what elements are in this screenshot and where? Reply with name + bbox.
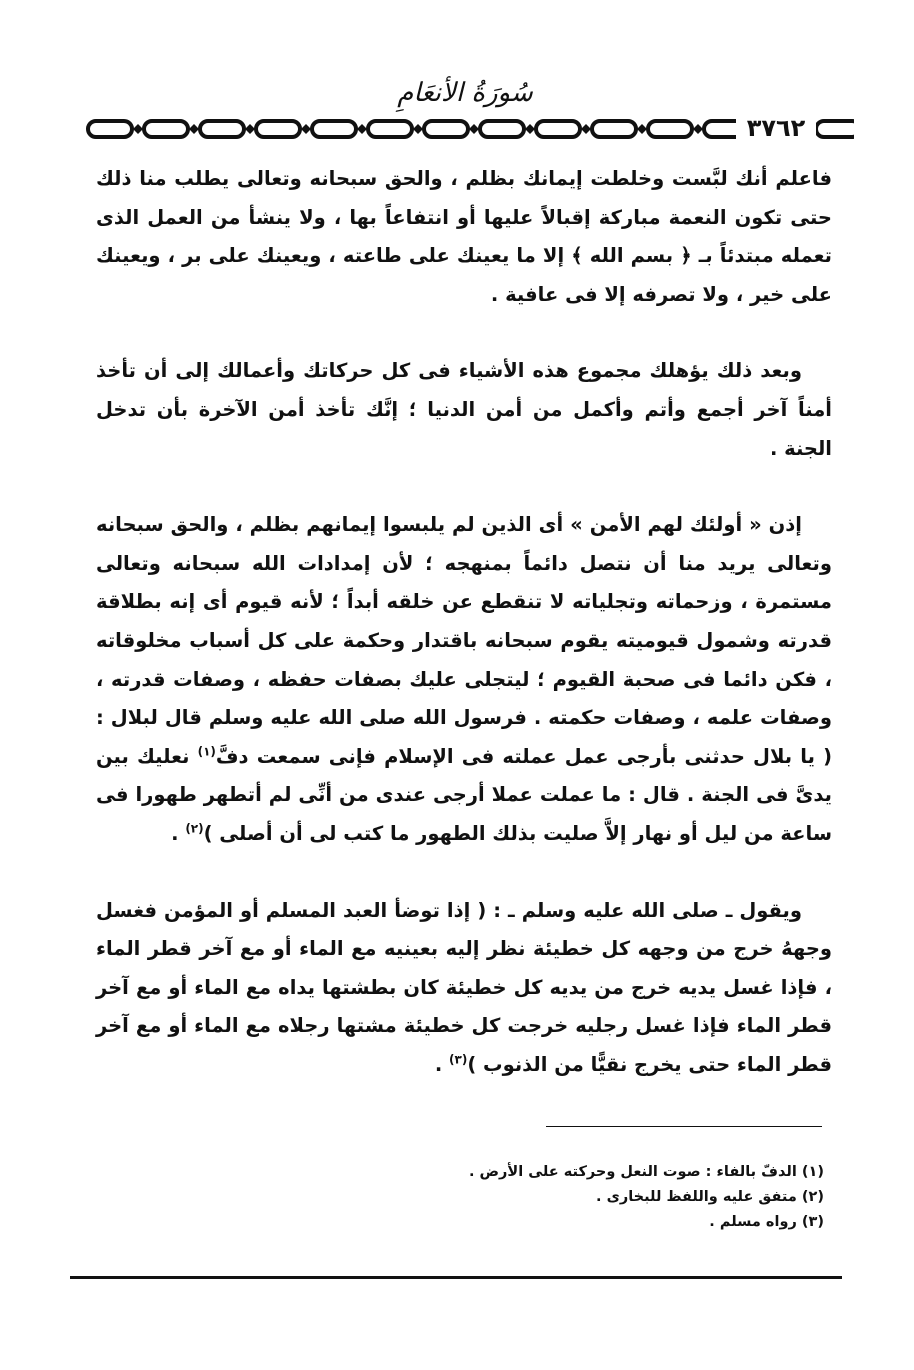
paragraph-3-text-a: إذن « أولئك لهم الأمن » أى الذين لم يلبسوا إيمانهم بظلم ، والحق سبحانه وتعالى يريد منا أن نتصل دائماً بمنهجه ؛ لأن إمدادات الله سبحانه وتعالى مستمرة ، وزحماته وتجلياته لا تنقطع عن خلقه أبداً ؛ لأنه قيوم أى إنه بطلاقة قدرته وشمول قيوميته يقوم سبحانه باقتدار وحكمة على كل أسباب مخلوقاته ، فكن دائما فى صحبة القيوم ؛ ليتجلى عليك بصفات حفظه ، وصفات قدرته ، وصفات علمه ، وصفات حكمته . فرسول الله صلى الله عليه وسلم قال لبلال : ( يا بلال حدثنى بأرجى عمل عملته فى الإسلام فإنى سمعت دفَّ [96,513,832,768]
paragraph-4-text-a: ويقول ـ صلى الله عليه وسلم ـ : ( إذا توضأ العبد المسلم أو المؤمن فغسل وجههُ خرج من وجهه كل خطيئة نظر إليه بعينيه مع الماء أو مع آخر قطر الماء ، فإذا غسل يديه خرج من يديه كل خطيئة كان بطشتها يداه مع الماء أو مع آخر قطر الماء فإذا غسل رجليه خرجت كل خطيئة مشتها رجلاه مع الماء أو مع آخر قطر الماء حتى يخرج نقيًّا من الذنوب ) [96,898,832,1076]
chain-diamond [245,124,255,134]
chain-diamond [469,124,479,134]
chain-link [256,121,300,137]
chain-link [200,121,244,137]
chain-diamond [413,124,423,134]
chain-link [480,121,524,137]
paragraph-4 [96,892,832,1085]
chain-diamond [693,124,703,134]
paragraph-1: فاعلم أنك لبَّست وخلطت إيمانك بظلم ، والحق سبحانه وتعالى يطلب منا ذلك حتى تكون النعمة مباركة إقبالاً عليها أو انتفاعاً بها ، ولا ينشأ من العمل الذى تعمله مبتدئاً بـ ﴿ بسم الله ﴾ إلا ما يعينك على طاعته ، ويعينك على بر ، ويعينك على خير ، ولا تصرفه إلا فى عافية . [96,167,832,306]
chain-link [536,121,580,137]
footnote-2: (٢) متفق عليه واللفظ للبخارى . [596,1189,824,1205]
chain-link [816,121,854,137]
chain-diamond [301,124,311,134]
paragraph-3-text-c: . [171,821,186,845]
chain-link [312,121,356,137]
footnote-ref-3: (٣) [449,1052,468,1067]
paragraph-4-text-b: . [434,1052,450,1076]
chain-diamond [189,124,199,134]
paragraph-2: وبعد ذلك يؤهلك مجموع هذه الأشياء فى كل حركاتك وأعمالك إلى أن تأخذ أمناً آخر أجمع وأتم وأكمل من أمن الدنيا ؛ إنَّك تأخذ أمن الآخرة بأن تدخل الجنة . [96,359,832,460]
footnote-ref-1: (١) [197,744,216,759]
footnotes [330,1160,824,1235]
footnote-3: (٣) رواه مسلم . [709,1214,824,1230]
paragraph-3-text-b: نعليك بين يدىَّ فى الجنة . قال : ما عملت عملا أرجى عندى من أنِّى لم أتطهر طهورا فى ساعة من ليل أو نهار إلاَّ صليت بذلك الطهور ما كتب لى أن أصلى ) [96,744,832,845]
chain-link [144,121,188,137]
chain-link [368,121,412,137]
bottom-rule [70,1276,842,1279]
chain-diamond [525,124,535,134]
footnote-ref-2: (٢) [185,821,204,836]
chain-diamond [637,124,647,134]
footnote-separator [546,1126,822,1127]
chain-diamond [133,124,143,134]
chain-link [592,121,636,137]
chain-link [424,121,468,137]
page-number: ٣٧٦٢ [736,114,816,142]
chain-link [88,121,132,137]
chain-diamond [581,124,591,134]
main-text [96,160,832,1084]
footnote-1: (١) الدفّ بالفاء : صوت النعل وحركته على الأرض . [468,1164,824,1180]
chain-link [648,121,692,137]
chain-diamond [357,124,367,134]
paragraph-3 [96,506,832,853]
surah-title: سُورَةُ الأنعَامِ [397,78,533,108]
